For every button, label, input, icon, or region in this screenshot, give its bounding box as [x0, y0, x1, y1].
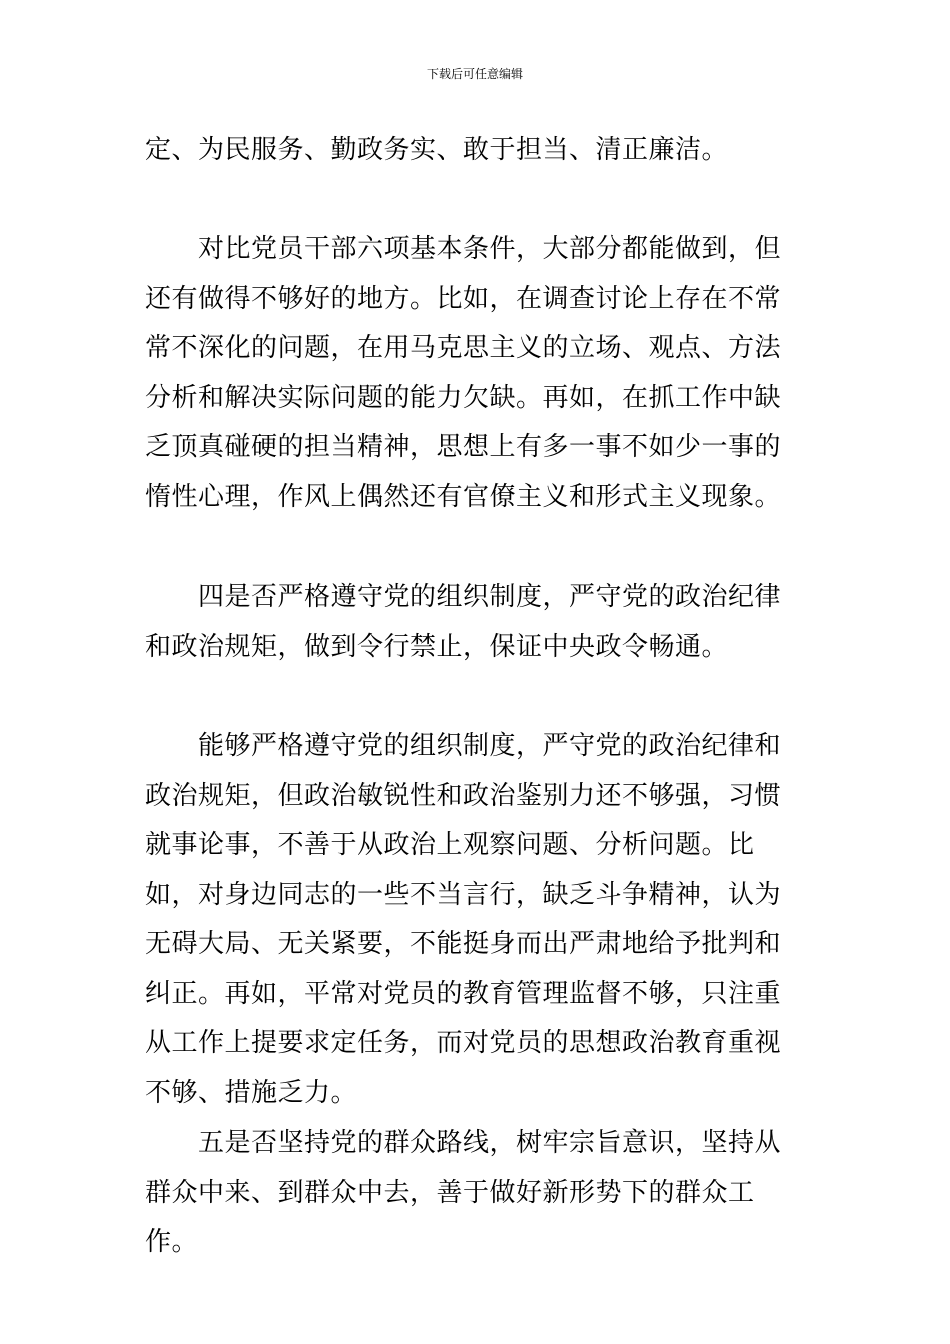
header-note: 下载后可任意编辑	[426, 67, 523, 81]
paragraph-3: 四是否严格遵守党的组织制度，严守党的政治纪律和政治规矩，做到令行禁止，保证中央政令畅通。	[145, 582, 782, 662]
paragraph-1: 定、为民服务、勤政务实、敢于担当、清正廉洁。	[145, 135, 729, 165]
paragraph-5: 五是否坚持党的群众路线，树牢宗旨意识，坚持从群众中来、到群众中去，善于做好新形势下的群众工作。	[145, 1128, 782, 1257]
paragraph-2: 对比党员干部六项基本条件，大部分都能做到，但还有做得不够好的地方。比如，在调查讨论上存在不常常不深化的问题，在用马克思主义的立场、观点、方法分析和解决实际问题的能力欠缺。再如，在抓工作中缺乏顶真碰硬的担当精神，思想上有多一事不如少一事的惰性心理，作风上偶然还有官僚主义和形式主义现象。	[145, 234, 782, 512]
paragraph-4: 能够严格遵守党的组织制度，严守党的政治纪律和政治规矩，但政治敏锐性和政治鉴别力还不够强，习惯就事论事，不善于从政治上观察问题、分析问题。比如，对身边同志的一些不当言行，缺乏斗争精神，认为无碍大局、无关紧要，不能挺身而出严肃地给予批判和纠正。再如，平常对党员的教育管理监督不够，只注重从工作上提要求定任务，而对党员的思想政治教育重视不够、措施乏力。	[145, 731, 782, 1108]
